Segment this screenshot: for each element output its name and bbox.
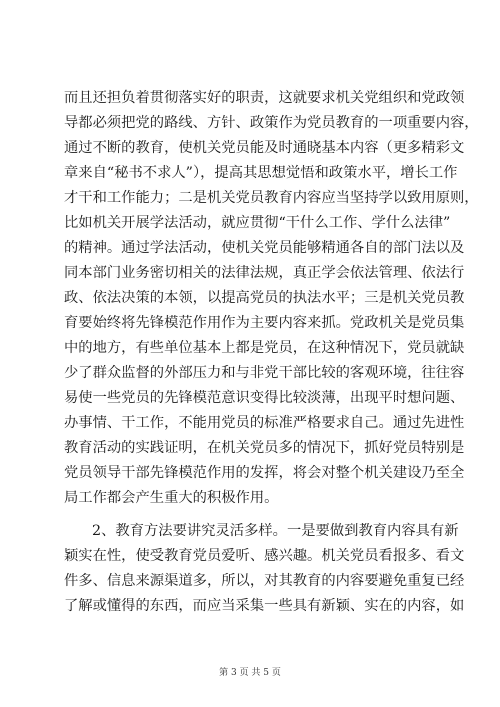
text-line: 颖实在性，使受教育党员爱听、感兴趣。机关党员看报多、看文 [64,548,465,564]
text-line: 了解或懂得的东西，而应当采集一些具有新颖、实在的内容，如 [64,598,465,614]
text-line: 育要始终将先锋模范作用作为主要内容来抓。党政机关是党员集 [64,315,465,331]
text-line: 办事情、干工作，不能用党员的标准严格要求自己。通过先进性 [64,415,465,431]
text-line: 政、依法决策的本领，以提高党员的执法水平；三是机关党员教 [64,290,465,306]
text-line: 同本部门业务密切相关的法律法规，真正学会依法管理、依法行 [64,265,465,281]
text-line: 易使一些党员的先锋模范意识变得比较淡薄，出现平时想问题、 [64,390,465,406]
text-line: 而且还担负着贯彻落实好的职责，这就要求机关党组织和党政领 [64,90,465,106]
text-line: 章来自“秘书不求人”），提高其思想觉悟和政策水平，增长工作 [64,165,458,181]
text-line: 件多、信息来源渠道多，所以，对其教育的内容要避免重复已经 [64,573,465,589]
text-line: 的精神。通过学法活动，使机关党员能够精通各自的部门法以及 [64,240,465,256]
text-line: 导都必须把党的路线、方针、政策作为党员教育的一项重要内容， [64,115,479,131]
paragraph-end-line: 局工作都会产生重大的积极作用。 [64,490,279,506]
text-line: 中的地方，有些单位基本上都是党员，在这种情况下，党员就缺 [64,340,465,356]
paragraph-first-line: 2、教育方法要讲究灵活多样。一是要做到教育内容具有新 [92,523,459,539]
text-line: 教育活动的实践证明，在机关党员多的情况下，抓好党员特别是 [64,440,465,456]
text-line: 党员领导干部先锋模范作用的发挥，将会对整个机关建设乃至全 [64,465,465,481]
text-line: 比如机关开展学法活动，就应贯彻“干什么工作、学什么法律” [64,215,451,231]
body-text [64,86,479,619]
text-line: 才干和工作能力；二是机关党员教育内容应当坚持学以致用原则， [64,190,479,206]
page-footer: 第 3 页 共 5 页 [219,668,281,678]
text-line: 通过不断的教育，使机关党员能及时通晓基本内容（更多精彩文 [64,140,465,156]
text-line: 少了群众监督的外部压力和与非党干部比较的客观环境，往往容 [64,365,465,381]
